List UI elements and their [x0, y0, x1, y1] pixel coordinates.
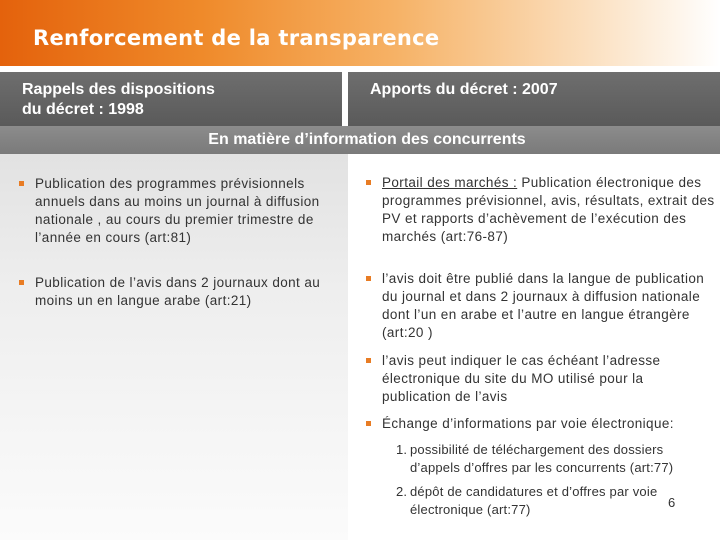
left-bullet-2: [35, 274, 335, 310]
left-header-line-1: Rappels des dispositions: [22, 81, 215, 98]
right-bullet-1-text: Publication électronique des programmes prévisionnel, avis, résultats, extrait des PV et rapports d’achèvement de l’exécution des marchés (art:76-87): [382, 175, 715, 244]
right-bullet-1: [382, 174, 717, 246]
portal-label: Portail des marchés :: [382, 175, 518, 190]
left-bullet-2-text: Publication de l’avis dans 2 journaux dont au moins un en langue arabe (art:21): [35, 275, 321, 308]
right-bullet-4: [382, 415, 717, 433]
item-number: 2.: [396, 484, 408, 499]
right-bullet-2-text: l’avis doit être publié dans la langue de publication du journal et dans 2 journaux à diffusion nationale dont l’un en arabe et l’autre en langue étrangère (art:20 ): [382, 271, 705, 340]
right-bullet-3-text: l’avis peut indiquer le cas échéant l’adresse électronique du site du MO utilisé pour la publication de l’avis: [382, 353, 661, 404]
left-header-line-2: du décret : 1998: [22, 101, 144, 118]
slide-title: Renforcement de la transparence: [33, 26, 440, 50]
square-bullet-icon: [366, 421, 371, 426]
square-bullet-icon: [19, 181, 24, 186]
numbered-item-2: [396, 483, 700, 519]
page-number: 6: [668, 495, 676, 510]
right-bullet-2: [382, 270, 707, 342]
numbered-item-1: [396, 441, 710, 477]
section-bar: [0, 126, 720, 154]
square-bullet-icon: [366, 358, 371, 363]
item-number: 1.: [396, 442, 408, 457]
right-bullet-3: [382, 352, 707, 406]
numbered-item-1-text: possibilité de téléchargement des dossiers d’appels d’offres par les concurrents (art:77): [410, 442, 674, 475]
title-bar: [0, 0, 720, 66]
square-bullet-icon: [366, 180, 371, 185]
square-bullet-icon: [366, 276, 371, 281]
right-column-header: [348, 72, 720, 126]
numbered-item-2-text: dépôt de candidatures et d’offres par voie électronique (art:77): [410, 484, 658, 517]
square-bullet-icon: [19, 280, 24, 285]
right-header-label: Apports du décret : 2007: [370, 81, 558, 98]
left-bullet-1-text: Publication des programmes prévisionnels annuels dans au moins un journal à diffusion nationale , au cours du premier trimestre de l’année en cours (art:81): [35, 176, 320, 245]
right-bullet-4-text: Échange d’informations par voie électronique:: [382, 416, 674, 431]
left-column-header: [0, 72, 342, 126]
left-bullet-1: [35, 175, 335, 247]
section-label: En matière d’information des concurrents: [208, 131, 526, 148]
